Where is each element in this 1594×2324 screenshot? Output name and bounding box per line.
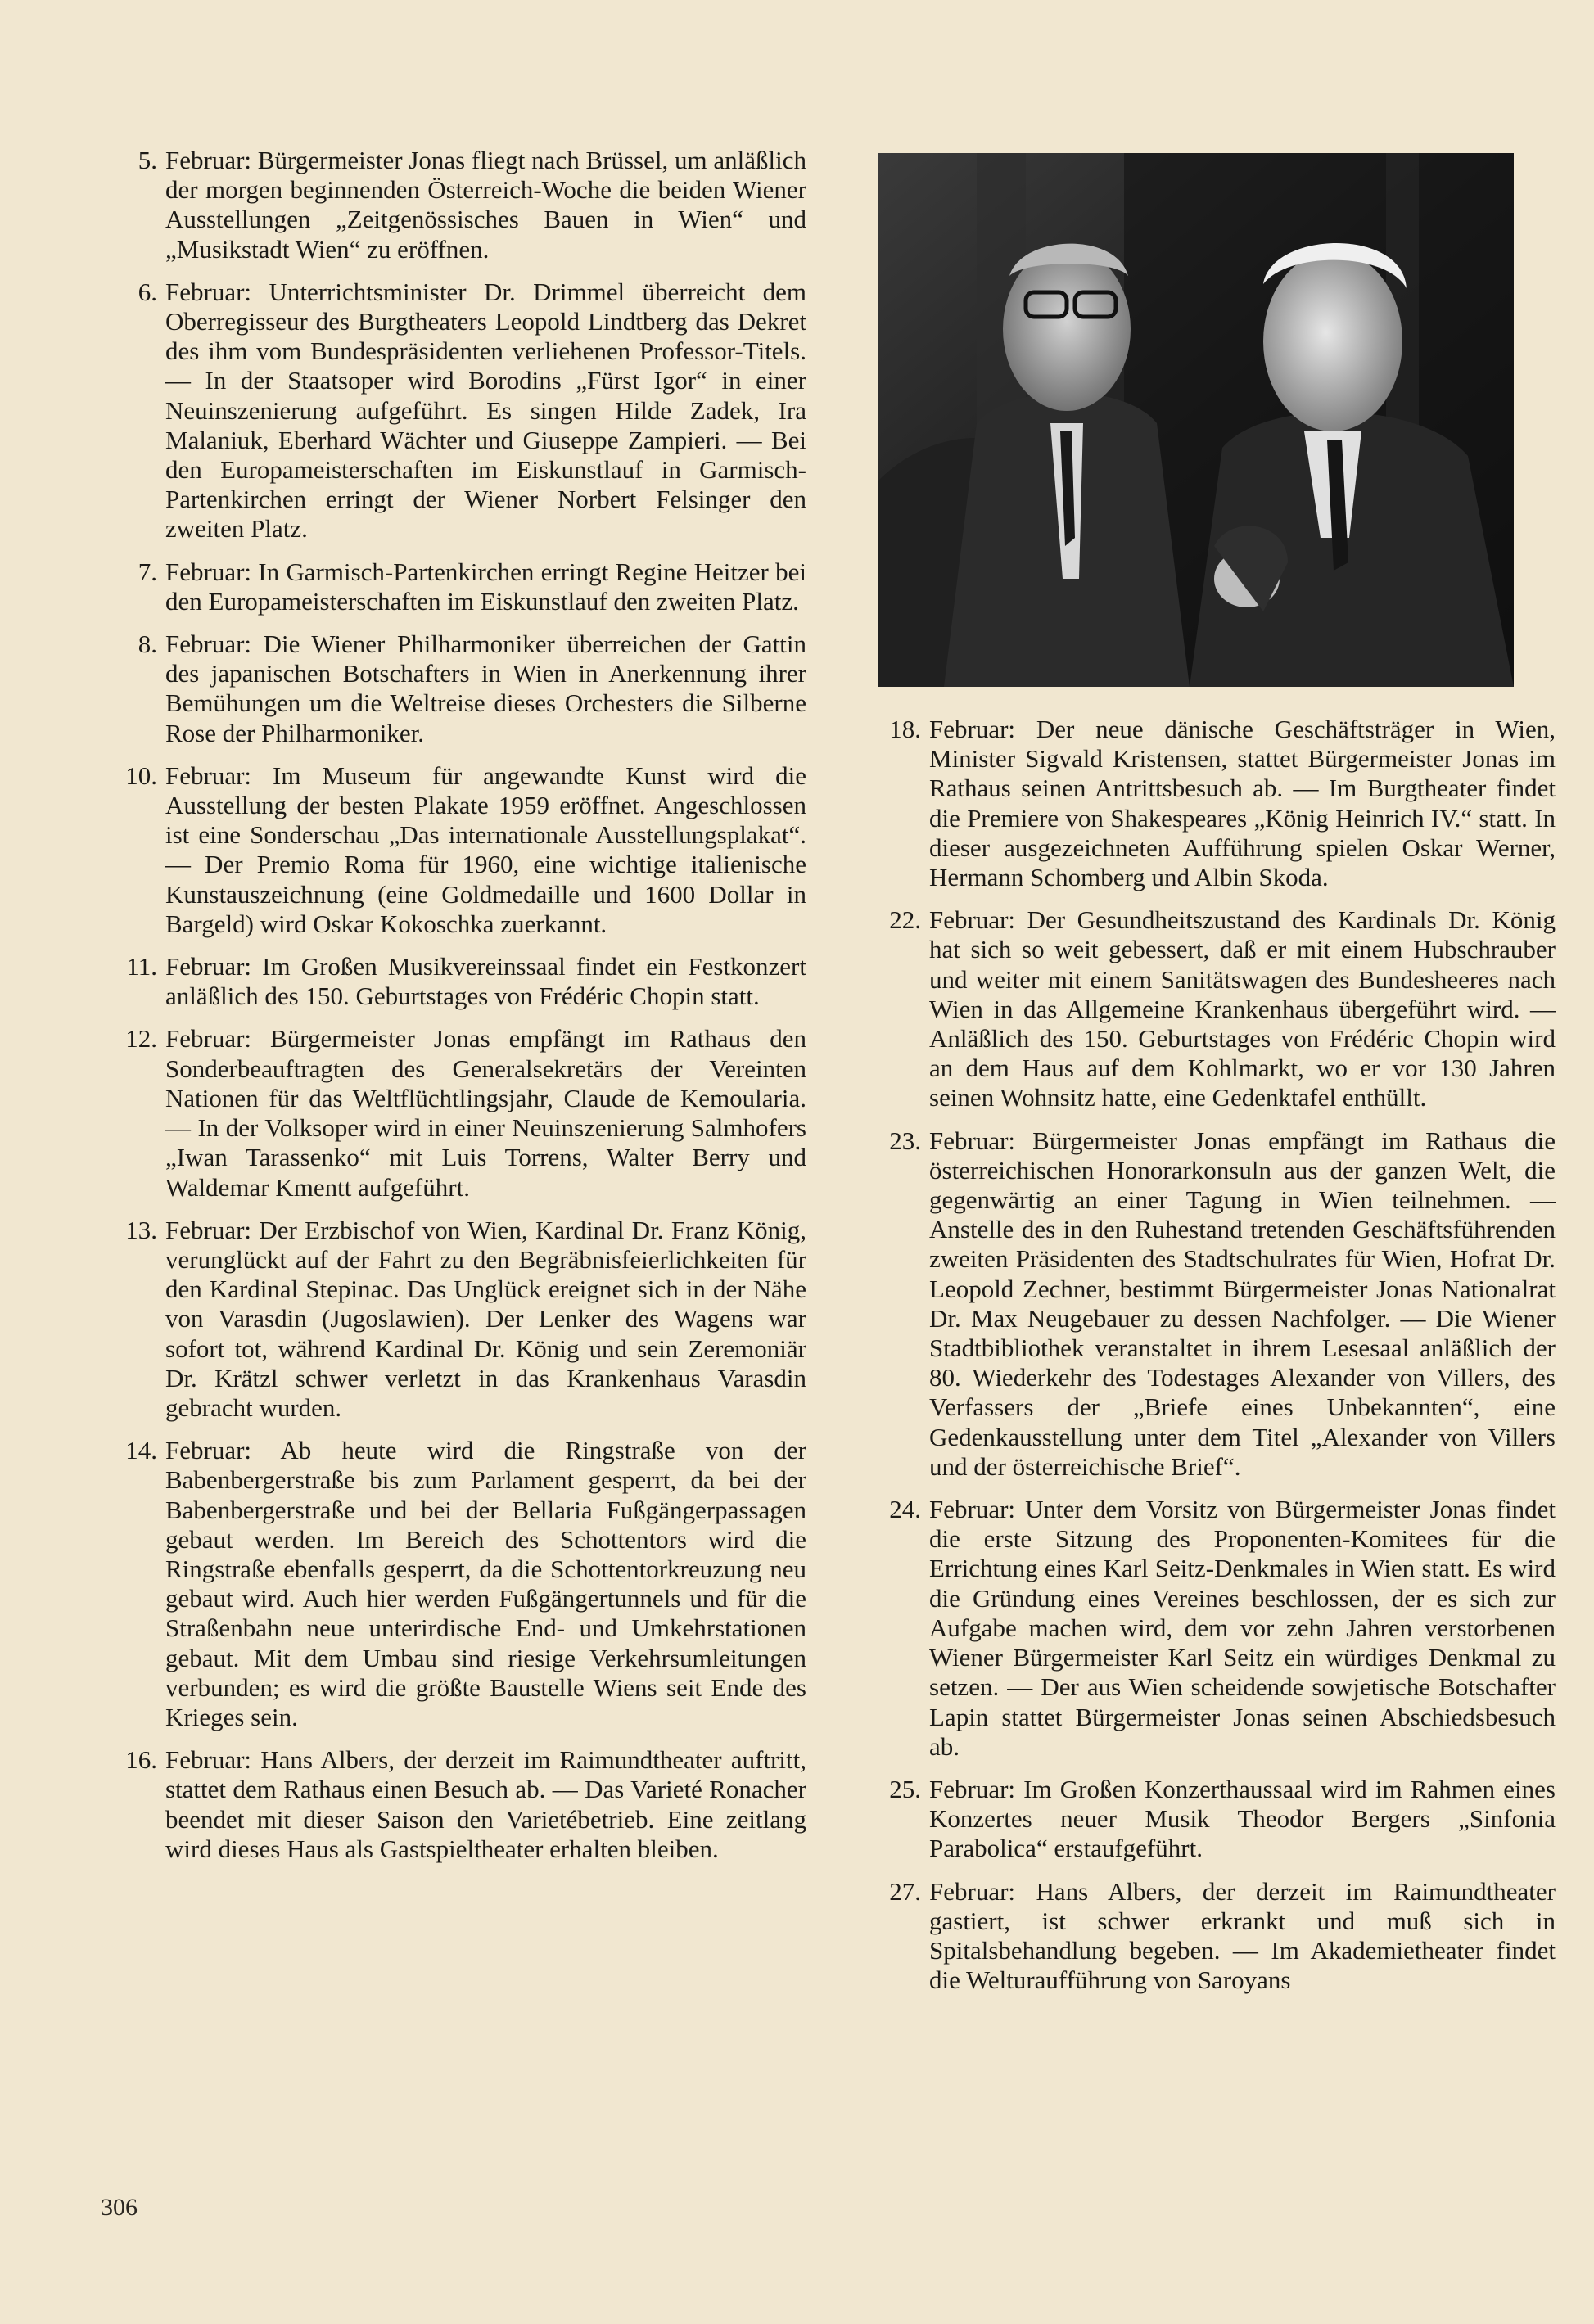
entry-day: 12. bbox=[125, 1024, 157, 1054]
chronicle-entry bbox=[123, 1216, 806, 1423]
entry-day: 5. bbox=[138, 146, 157, 174]
chronicle-entry bbox=[872, 1877, 1556, 1996]
entry-text: Februar: Im Museum für angewandte Kunst wird die Ausstellung der besten Plakate 1959 eröffnet. Angeschlossen ist eine Sonderschau „Das internationale Ausstellungsplakat“. — Der Premio Roma für 1960, eine wichtige italienische Kunstauszeichnung (eine Goldmedaille und 1600 Dollar in Bargeld) wird Oskar Kokoschka zuerkannt. bbox=[165, 760, 806, 938]
entry-text: Februar: Ab heute wird die Ringstraße von der Babenbergerstraße bis zum Parlament gesperrt, da bei der Babenbergerstraße und bei der Bellaria Fußgängerpassagen gebaut werden. Im Bereich des Schottentors wird die Ringstraße ebenfalls gesperrt, da die Schottentorkreuzung neu gebaut wird. Auch hier werden Fußgängertunnels und für die Straßenbahn neue unterirdische End- und Umkehrstationen gebaut. Mit dem Umbau sind riesige Verkehrsumleitungen verbunden; es wird die größte Baustelle Wiens seit Ende des Krieges sein. bbox=[165, 1436, 806, 1731]
entry-day: 6. bbox=[138, 277, 157, 306]
entry-day: 18. bbox=[889, 715, 921, 743]
entry-day: 27. bbox=[889, 1876, 921, 1906]
entry-text: Februar: Bürgermeister Jonas empfängt im Rathaus den Sonderbeauftragten des Generalsekretärs der Vereinten Nationen für das Weltflüchtlingsjahr, Claude de Kemoularia. — In der Volksoper wird in einer Neuinszenierung Salmhofers „Iwan Tarassenko“ mit Luis Torrens, Walter Berry und Waldemar Kmentt aufgeführt. bbox=[165, 1024, 806, 1202]
entry-day: 8. bbox=[138, 630, 157, 659]
entry-text: Februar: In Garmisch-Partenkirchen erringt Regine Heitzer bei den Europameisterschaften im Eiskunstlauf den zweiten Platz. bbox=[165, 557, 806, 616]
entry-text: Februar: Der Erzbischof von Wien, Kardinal Dr. Franz König, verunglückt auf der Fahrt zu den Begräbnisfeierlichkeiten für den Kardinal Stepinac. Das Unglück ereignet sich in der Nähe von Varasdin (Jugoslawien). Der Lenker des Wagens war sofort tot, während Kardinal Dr. König und sein Zeremoniär Dr. Krätzl schwer verletzt in das Krankenhaus Varasdin gebracht wurden. bbox=[165, 1215, 806, 1422]
chronicle-entry bbox=[872, 1495, 1556, 1762]
chronicle-entry bbox=[123, 146, 806, 264]
entry-text: Februar: Der Gesundheitszustand des Kardinals Dr. König hat sich so weit gebessert, daß er mit einem Hubschrauber und weiter mit einem Sanitätswagen des Bundesheeres nach Wien in das Allgemeine Krankenhaus übergeführt wird. — Anläßlich des 150. Geburtstages von Frédéric Chopin wird an dem Haus auf dem Kohlmarkt, wo er vor 130 Jahren seinen Wohnsitz hatte, eine Gedenktafel enthüllt. bbox=[929, 905, 1556, 1112]
chronicle-entry bbox=[123, 1024, 806, 1202]
entry-text: Februar: Der neue dänische Geschäftsträger in Wien, Minister Sigvald Kristensen, stattet Bürgermeister Jonas im Rathaus seinen Antrittsbesuch ab. — Im Burgtheater findet die Premiere von Shakespeares „König Heinrich IV.“ statt. In dieser ausgezeichneten Aufführung spielen Oskar Werner, Hermann Schomberg und Albin Skoda. bbox=[929, 715, 1556, 892]
left-column bbox=[123, 146, 806, 1877]
entry-text: Februar: Hans Albers, der derzeit im Raimundtheater auftritt, stattet dem Rathaus einen Besuch ab. — Das Varieté Ronacher beendet mit dieser Saison den Varietébetrieb. Eine zeitlang wird dieses Haus als Gastspieltheater erhalten bleiben. bbox=[165, 1745, 806, 1863]
entry-text: Februar: Hans Albers, der derzeit im Raimundtheater gastiert, ist schwer erkrankt und muß sich in Spitalsbehandlung begeben. — Im Akademietheater findet die Welturaufführung von Saroyans bbox=[929, 1876, 1556, 1995]
entry-text: Februar: Im Großen Konzerthaussaal wird im Rahmen eines Konzertes neuer Musik Theodor Bergers „Sinfonia Parabolica“ erstaufgeführt. bbox=[929, 1774, 1556, 1863]
entry-text: Februar: Bürgermeister Jonas empfängt im Rathaus die österreichischen Honorarkonsuln aus der ganzen Welt, die gegenwärtig an einer Tagung in Wien teilnehmen. — Anstelle des in den Ruhestand tretenden Geschäftsführenden zweiten Präsidenten des Stadtschulrates für Wien, Hofrat Dr. Leopold Zechner, bestimmt Bürgermeister Jonas Nationalrat Dr. Max Neugebauer zu dessen Nachfolger. — Die Wiener Stadtbibliothek veranstaltet in ihrem Lesesaal anläßlich der 80. Wiederkehr des Todestages Alexander von Villers, des Verfassers der „Briefe eines Unbekannten“, eine Gedenkausstellung unter dem Titel „Alexander von Villers und der österreichische Brief“. bbox=[929, 1126, 1556, 1481]
chronicle-entry bbox=[123, 761, 806, 939]
page-number: 306 bbox=[101, 2194, 138, 2221]
right-column bbox=[872, 146, 1556, 2008]
entry-day: 25. bbox=[889, 1774, 921, 1803]
entry-day: 14. bbox=[125, 1436, 157, 1465]
entry-day: 24. bbox=[889, 1495, 921, 1524]
chronicle-entry bbox=[872, 1775, 1556, 1864]
entry-day: 7. bbox=[138, 557, 157, 586]
entry-day: 23. bbox=[889, 1126, 921, 1155]
entry-text: Februar: Unterrichtsminister Dr. Drimmel überreicht dem Oberregisseur des Burgtheaters Leopold Lindtberg das Dekret des ihm vom Bundespräsidenten verliehenen Professor-Titels. — In der Staatsoper wird Borodins „Fürst Igor“ in einer Neuinszenierung aufgeführt. Es singen Hilde Zadek, Ira Malaniuk, Eberhard Wächter und Giuseppe Zampieri. — Bei den Europameisterschaften im Eiskunstlauf in Garmisch-Partenkirchen erringt der Wiener Norbert Felsinger den zweiten Platz. bbox=[165, 277, 806, 544]
chronicle-entry bbox=[872, 1126, 1556, 1482]
entry-day: 13. bbox=[125, 1215, 157, 1244]
chronicle-entry bbox=[123, 1745, 806, 1864]
chronicle-entry bbox=[872, 905, 1556, 1112]
entry-text: Februar: Im Großen Musikvereinssaal findet ein Festkonzert anläßlich des 150. Geburtstages von Frédéric Chopin statt. bbox=[165, 952, 806, 1011]
entry-text: Februar: Bürgermeister Jonas fliegt nach Brüssel, um anläßlich der morgen beginnenden Österreich-Woche die beiden Wiener Ausstellungen „Zeitgenössisches Bauen in Wien“ und „Musikstadt Wien“ zu eröffnen. bbox=[165, 146, 806, 264]
entry-text: Februar: Die Wiener Philharmoniker überreichen der Gattin des japanischen Botschafters in Wien in Anerkennung ihrer Bemühungen um die Weltreise dieses Orchesters die Silberne Rose der Philharmoniker. bbox=[165, 630, 806, 747]
chronicle-entry bbox=[123, 1436, 806, 1732]
chronicle-entry bbox=[123, 278, 806, 544]
chronicle-entry bbox=[123, 557, 806, 616]
chronicle-entry bbox=[872, 715, 1556, 892]
entry-day: 10. bbox=[125, 760, 157, 790]
chronicle-entry bbox=[123, 630, 806, 748]
entry-day: 16. bbox=[125, 1745, 157, 1775]
entry-day: 11. bbox=[126, 952, 157, 981]
chronicle-entry bbox=[123, 952, 806, 1011]
entry-text: Februar: Unter dem Vorsitz von Bürgermeister Jonas findet die erste Sitzung des Proponenten-Komitees für die Errichtung eines Karl Seitz-Denkmales in Wien statt. Es wird die Gründung eines Vereines beschlossen, der es sich zur Aufgabe machen wird, dem vor zehn Jahren verstorbenen Wiener Bürgermeister Karl Seitz ein würdiges Denkmal zu setzen. — Der aus Wien scheidende sowjetische Botschafter Lapin stattet Bürgermeister Jonas seinen Abschiedsbesuch ab. bbox=[929, 1495, 1556, 1761]
entry-day: 22. bbox=[889, 905, 921, 935]
